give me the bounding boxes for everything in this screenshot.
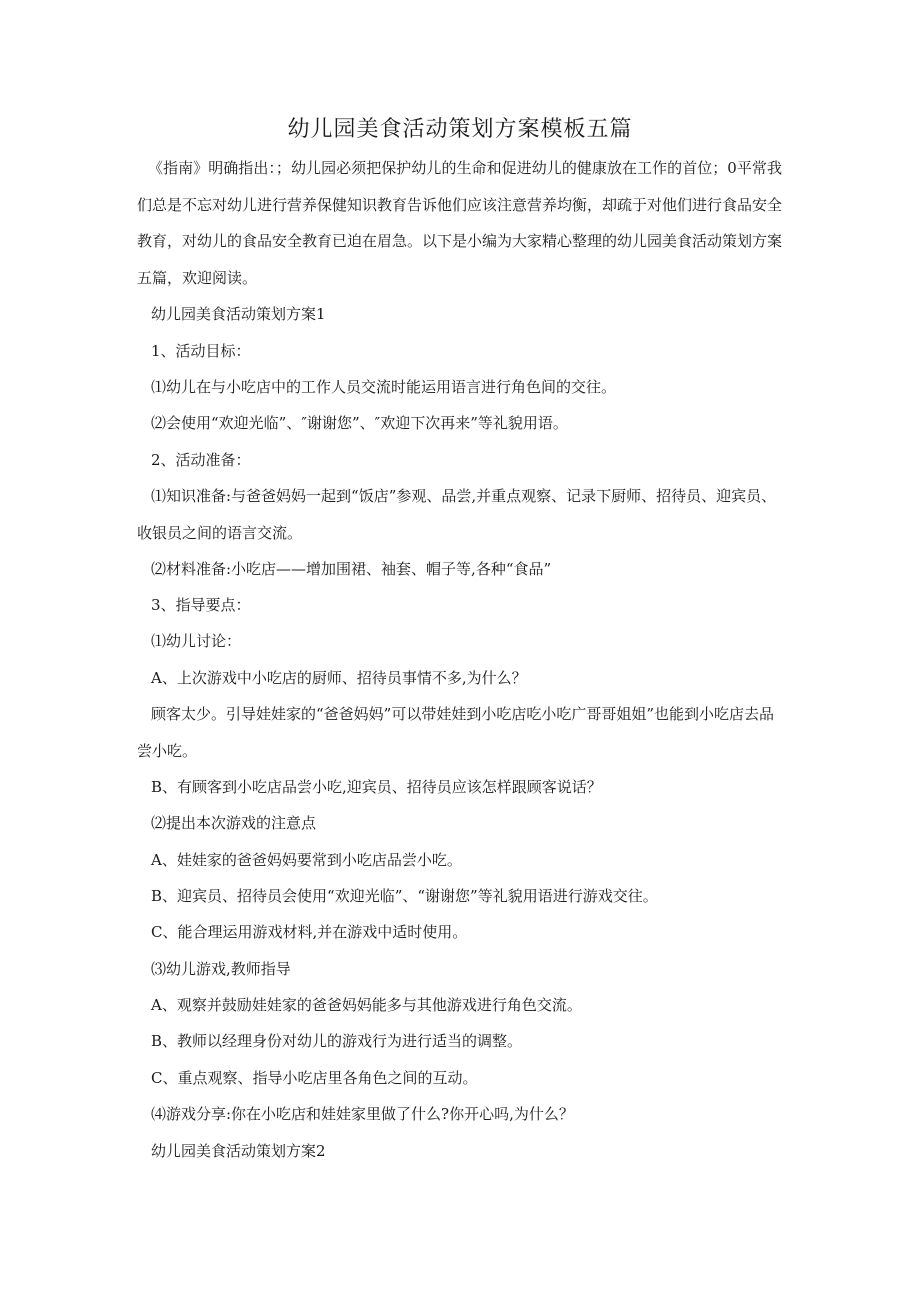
guide-item-1: ⑴幼儿讨论： [151,632,242,650]
guide-item-3: ⑶幼儿游戏,教师指导 [151,960,291,978]
goal-heading: 1、活动目标： [151,342,251,360]
guide-item-2a: A、娃娃家的爸爸妈妈要常到小吃店品尝小吃。 [151,851,462,869]
guide-item-4: ⑷游戏分享:你在小吃店和娃娃家里做了什么?你开心吗,为什么？ [151,1105,574,1123]
guide-item-1a-answer: 顾客太少。引导娃娃家的“爸爸妈妈”可以带娃娃到小吃店吃小吃广哥哥姐姐”也能到小吃店去品尝小吃。 [137,705,775,760]
guide-item-1b: B、有顾客到小吃店品尝小吃,迎宾员、招待员应该怎样跟顾客说话？ [151,778,602,796]
guide-item-2c: C、能合理运用游戏材料,并在游戏中适时使用。 [151,923,468,941]
section-heading-2: 幼儿园美食活动策划方案2 [151,1142,326,1160]
guide-item-1a: A、上次游戏中小吃店的厨师、招待员事情不多,为什么？ [151,669,527,687]
guide-item-3c: C、重点观察、指导小吃店里各角色之间的互动。 [151,1069,478,1087]
goal-item-1: ⑴幼儿在与小吃店中的工作人员交流时能运用语言进行角色间的交往。 [151,378,617,396]
guide-item-2b: B、迎宾员、招待员会使用“欢迎光临”、“谢谢您”等礼貌用语进行游戏交往。 [151,887,658,905]
prep-heading: 2、活动准备： [151,451,251,469]
guide-heading: 3、指导要点： [151,596,251,614]
guide-item-3b: B、教师以经理身份对幼儿的游戏行为进行适当的调整。 [151,1032,523,1050]
document-title: 幼儿园美食活动策划方案模板五篇 [287,117,633,142]
guide-item-3a: A、观察并鼓励娃娃家的爸爸妈妈能多与其他游戏进行角色交流。 [151,996,582,1014]
prep-item-2: ⑵材料准备:小吃店——增加围裙、袖套、帽子等,各种“食品” [151,560,552,578]
section-heading-1: 幼儿园美食活动策划方案1 [151,305,326,323]
guide-item-2: ⑵提出本次游戏的注意点 [151,814,317,832]
prep-item-1: ⑴知识准备:与爸爸妈妈一起到“饭店”参观、品尝,并重点观察、记录下厨师、招待员、迎宾员、收银员之间的语言交流。 [137,487,777,542]
intro-paragraph: 《指南》明确指出：；幼儿园必须把保护幼儿的生命和促进幼儿的健康放在工作的首位；0平常我们总是不忘对幼儿进行营养保健知识教育告诉他们应该注意营养均衡，却疏于对他们进行食品安全教育，对幼儿的食品安全教育已迫在眉急。以下是小编为大家精心整理的幼儿园美食活动策划方案五篇，欢迎阅读。 [137,159,783,287]
goal-item-2: ⑵会使用“欢迎光临”、″谢谢您”、″欢迎下次再来”等礼貌用语。 [151,414,568,432]
